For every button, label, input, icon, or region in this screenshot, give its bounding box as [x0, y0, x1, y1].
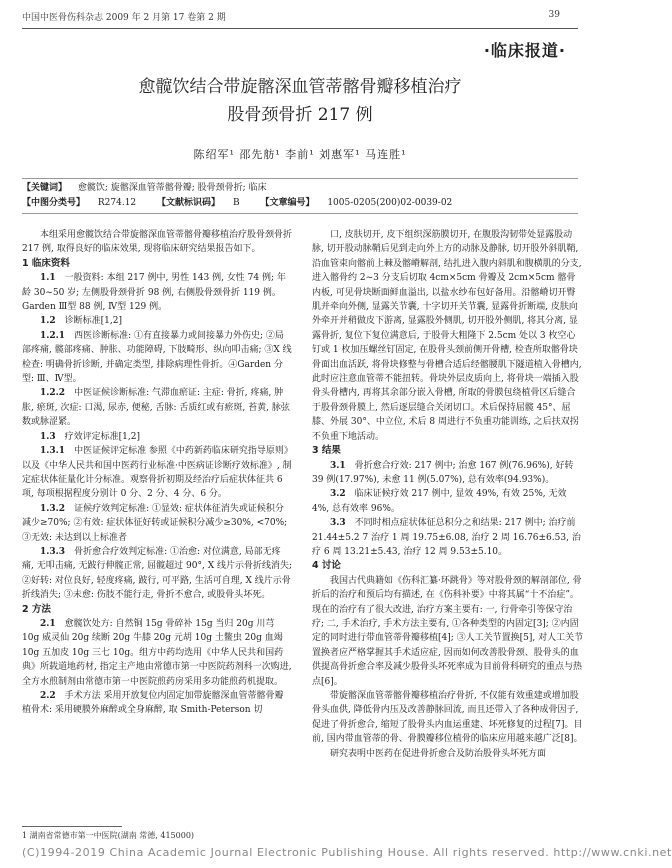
body-paragraph	[312, 516, 584, 559]
body-paragraph	[22, 228, 292, 257]
subsection-number: 1.2.2	[40, 388, 66, 399]
article-title-line-1: 愈髋饮结合带旋髂深血管蒂髂骨瓣移植治疗	[138, 77, 462, 97]
paragraph-text: 骨折愈合疗效判定标准: ①治愈: 对位满意, 局部无疼痛, 无叩击痛, 无跛行伸髋正常, 屈髋超过 90°, X 线片示骨折线消失; ②好转: 对位良好, 轻度疼痛, 跛行, 可平路, 生活可自理, X 线片示骨折线消失; ③未愈: 伤肢不能行走, 骨折不愈合, 或股骨头坏死。	[22, 546, 293, 601]
article-number-value: 1005-0205(200)02-0039-02	[327, 198, 453, 208]
paragraph-text: 我国古代典籍如《伤科汇纂·环跳骨》等对股骨颈的解剖部位, 骨折后的治疗和预后均有描述, 在《伤科补要》中将其属“十不治症”。现在的治疗有了很大改进, 治疗方案主要有: 一, 行骨牵引等保守治疗; 二, 手术治疗, 手术方法主要有, ①各种类型的内固定[3]; ②内固定的同时进行带血管蒂骨瓣移植[4]; ③人工关节置换[5], 对人工关节置换者应严格掌握其手术适应症, 因而如何改善股骨颈、股骨头的血供提高骨折愈合率及减少股骨头坏死率成为目前骨科研究的重点与热点[6]。	[312, 575, 584, 687]
body-paragraph	[312, 689, 584, 747]
paragraph-text: 研究表明中医药在促进骨折愈合及防治股骨头坏死方面	[330, 748, 547, 759]
section-heading: 1 临床资料	[22, 257, 70, 269]
paragraph-text: 中医证候评定标准 参照《中药新药临床研究指导原则》以及《中华人民共和国中医药行业标准·中医病证诊断疗效标准》, 制定症状体征量化计分标准。观察骨折初期及经治疗后症状体征共 6 项, 每项根据程度分别计 0 分、2 分、4 分、6 分。	[22, 446, 292, 500]
running-header: 中国中医骨伤科杂志 2009 年 2 月第 17 卷第 2 期	[22, 13, 226, 23]
body-paragraph	[22, 329, 292, 387]
meta-top-rule	[22, 178, 578, 179]
body-paragraph	[312, 574, 584, 689]
paragraph-text: 本组采用愈髋饮结合带旋髂深血管蒂髂骨瓣移植治疗股骨颈骨折 217 例, 取得良好的临床效果, 现将临床研究结果报告如下。	[22, 230, 293, 255]
body-paragraph	[22, 545, 292, 603]
page-number: 39	[548, 10, 560, 20]
body-paragraph	[312, 487, 584, 516]
section-heading: 4 讨论	[312, 560, 341, 572]
paragraph-text: 骨折愈合疗效: 217 例中; 治愈 167 例(76.96%), 好转 39 例(17.97%), 未愈 11 例(5.07%), 总有效率(94.93%)。	[312, 460, 574, 485]
keywords-text: 愈髋饮; 旋髂深血管蒂髂骨瓣; 股骨颈骨折; 临床	[77, 183, 267, 193]
paragraph-text: 带旋髂深血管蒂髂骨瓣移植治疗骨折, 不仅能有效重建或增加股骨头血供, 降低骨内压及改善静脉回流, 而且还带入了各种成骨因子, 促进了骨折愈合, 缩短了股骨头内血运重建、坏死修复的过程[7]。目前, 国内带血管蒂的骨、骨膜瓣移位植骨的临床应用越来越广泛[8]。	[312, 691, 583, 745]
body-paragraph	[22, 314, 292, 328]
subsection-number: 1.3.2	[40, 503, 66, 514]
body-paragraph	[22, 271, 292, 314]
clc-label: 【中图分类号】	[22, 198, 86, 208]
section-heading: 2 方法	[22, 603, 51, 615]
doc-code-value: B	[232, 198, 240, 208]
body-paragraph	[22, 430, 292, 444]
subsection-number: 3.2	[330, 489, 346, 500]
article-number-label: 【文章编号】	[260, 198, 315, 208]
subsection-number: 1.2.1	[40, 330, 66, 341]
copyright-notice: (C)1994-2019 China Academic Journal Electronic Publishing House. All rights reserved. http://www.cnki.net	[22, 846, 672, 859]
paragraph-text: 临床证候疗效 217 例中, 显效 49%, 有效 25%, 无效 4%, 总有效率 96%。	[312, 489, 567, 514]
body-paragraph	[22, 502, 292, 545]
left-column	[22, 228, 292, 718]
section-tag: ·临床报道·	[483, 41, 566, 60]
subsection-number: 1.2	[40, 316, 56, 327]
paragraph-text: 疗效评定标准[1,2]	[64, 431, 141, 442]
paragraph-text: 一般资料: 本组 217 例中, 男性 143 例, 女性 74 例; 年龄 30~50 岁; 左侧股骨颈骨折 98 例, 右侧股骨颈骨折 119 例。Garden Ⅲ型 88 例, Ⅳ型 129 例。	[22, 273, 286, 313]
subsection-number: 3.3	[330, 518, 346, 529]
paragraph-text: 西医诊断标准: ①有直接暴力或间接暴力外伤史; ②局部疼痛, 髋部疼痛、肿胀、功能障碍, 下肢畸形、纵向叩击痛; ③X 线检查: 明确骨折诊断, 并确定类型, 排除病理性骨折。④Garden 分型: Ⅲ、Ⅳ型。	[22, 330, 292, 385]
body-paragraph	[22, 386, 292, 429]
subsection-number: 3.1	[330, 460, 346, 471]
clc-value: R274.12	[97, 198, 137, 208]
footnote-affiliation: 1 湖南省常德市第一中医院(湖南 常德, 415000)	[22, 831, 195, 840]
body-paragraph	[312, 459, 584, 488]
paragraph-text: 诊断标准[1,2]	[64, 316, 123, 327]
subsection-number: 1.3.1	[40, 446, 66, 457]
paragraph-text: 愈髋饮处方: 自然铜 15g 骨碎补 15g 当归 20g 川芎 10g 威灵仙 20g 续断 20g 牛膝 20g 元胡 10g 土鳖虫 20g 血竭 10g 五加皮 10g 三七 10g。组方中药均选用《中华人民共和国药典》所载道地药材, 指定主产地由常德市第一中医院药剂科一次购进, 全方水煎制剂由常德市第一中医院煎药房采用多功能煎药机提取。	[22, 618, 292, 687]
footnote-rule	[22, 826, 122, 827]
right-column	[312, 228, 584, 761]
body-paragraph	[22, 444, 292, 502]
header-rule	[22, 28, 578, 29]
paragraph-text: 口, 皮肤切开, 皮下组织深筋膜切开, 在腹股沟韧带处显露股动脉, 切开股动脉鞘后见到走向外上方的动脉及静脉, 切开股外斜肌鞘, 沿血管束向髂前上棘及髂嵴解剖, 结扎进入腹内斜肌和腹横肌的分支, 进入髂骨约 2~3 分支后切取 4cm×5cm 骨瓣及 2cm×5cm 髂骨内板, 可见骨块断面鲜血溢出, 以盐水纱布包好备用。沿髂嵴切开臀肌并牵向外侧, 显露关节囊, 十字切开关节囊, 显露骨折断端, 皮肤向外牵开并稍做皮下游离, 显露股外侧肌, 切开股外侧肌, 将其分离, 显露骨折, 复位下复位满意后, 于股骨大粗隆下 2.5cm 处以 3 枚空心钉或 1 枚加压螺丝钉固定, 在股骨头颈前侧开骨槽, 检查所取髂骨块骨面出血活跃, 将骨块修整与骨槽合适后经髂腰肌下隧道植入骨槽内, 此时应注意血管蒂不能扭转。骨块外层皮质向上, 将骨块一端插入股骨头骨槽内, 再将其余部分嵌入骨槽, 所取的骨膜包绕植骨区后缝合于股骨颈骨膜上, 然后逐层缝合关闭切口。术后保持屈髋 45°、屈膝、外展 30°、中立位, 术后 8 周进行不负重功能训练, 之后扶双拐不负重下地活动。	[312, 230, 582, 442]
body-paragraph	[22, 689, 292, 718]
paragraph-text: 中医证候诊断标准: 气滞血瘀证: 主症: 骨折, 疼痛, 肿胀, 瘀斑, 次症: 口渴, 尿赤, 便秘, 舌脉: 舌质红或有瘀斑, 苔黄, 脉弦数或脉涩紧。	[22, 388, 290, 428]
subsection-number: 1.3	[40, 431, 56, 442]
keywords-row	[22, 181, 578, 195]
keywords-label: 【关键词】	[22, 183, 68, 193]
doc-code-label: 【文献标识码】	[157, 198, 221, 208]
body-paragraph	[312, 747, 584, 761]
subsection-number: 2.1	[40, 618, 56, 629]
section-heading: 3 结果	[312, 445, 341, 457]
paragraph-text: 不同时相点症状体征总积分之和结果: 217 例中; 治疗前 21.44±5.2 7 治疗 1 周 19.75±6.08, 治疗 2 周 16.76±6.53, 治疗 6 周 13.21±5.43, 治疗 12 周 9.53±5.10。	[312, 518, 581, 557]
meta-bottom-rule	[22, 213, 578, 214]
author-list: 陈绍军¹ 邵先舫¹ 李前¹ 刘惠军¹ 马连胜¹	[193, 148, 407, 161]
classification-row	[22, 196, 578, 210]
subsection-number: 1.3.3	[40, 546, 66, 557]
subsection-number: 1.1	[40, 273, 56, 284]
article-title-line-2: 股骨颈骨折 217 例	[227, 105, 373, 125]
subsection-number: 2.2	[40, 691, 56, 701]
paragraph-text: 手术方法 采用开放复位内固定加带旋髂深血管蒂髂骨瓣植骨术: 采用硬膜外麻醉或全身麻醉, 取 Smith-Peterson 切	[22, 691, 284, 716]
body-paragraph	[22, 617, 292, 689]
body-paragraph	[312, 228, 584, 444]
paragraph-text: 证候疗效判定标准: ①显效: 症状体征消失或证候积分减少≥70%; ②有效: 症状体征好转或证候积分减少≥30%, <70%; ③无效: 未达到以上标准者	[22, 503, 288, 543]
